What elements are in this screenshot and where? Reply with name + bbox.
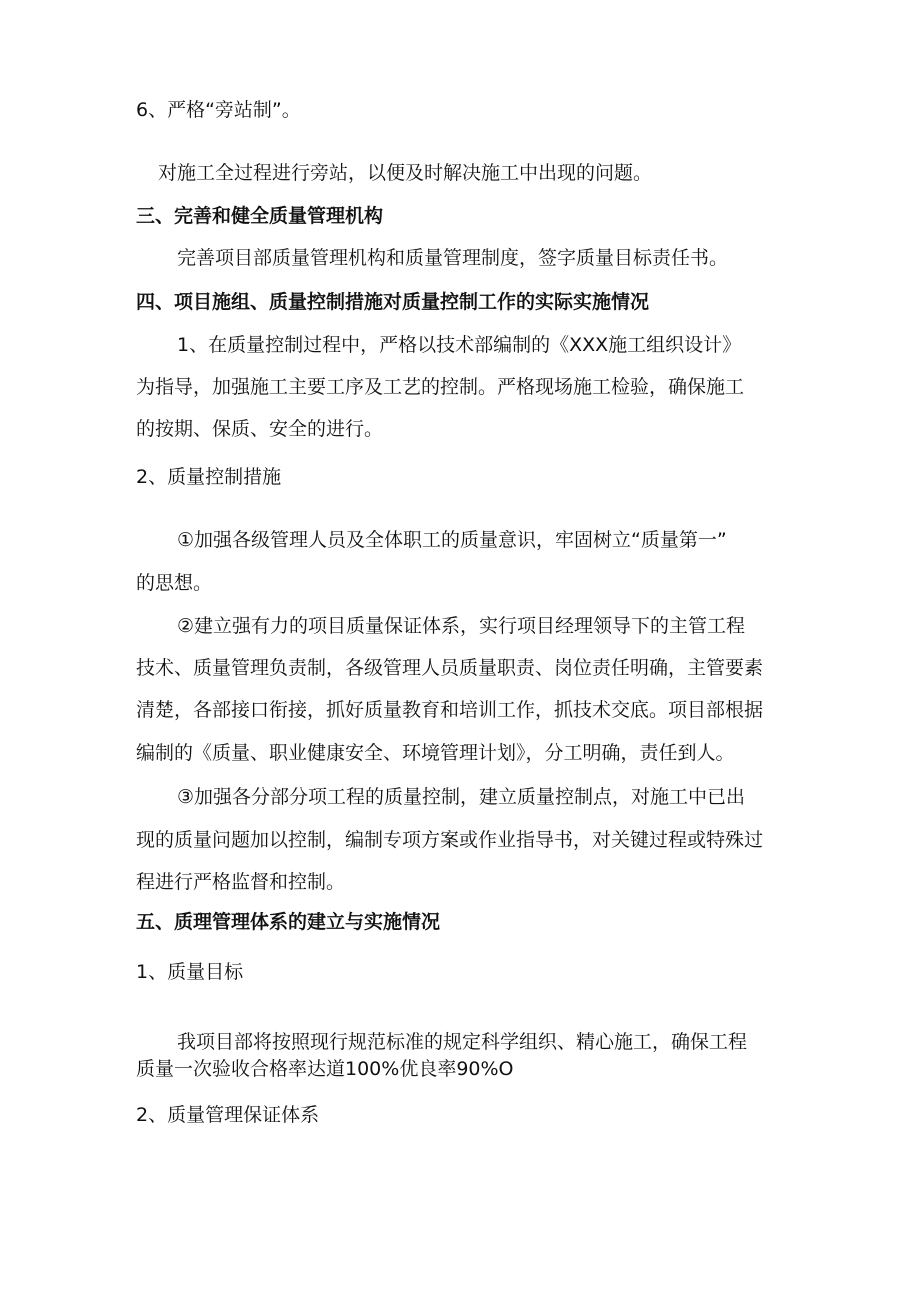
paragraph-text: 编制的《质量、职业健康安全、环境管理计划》，分工明确，责任到人。 bbox=[136, 742, 735, 764]
paragraph-text: 质量一次验收合格率达道100%优良率90%O bbox=[136, 1058, 514, 1080]
paragraph-text: 清楚，各部接口衔接，抓好质量教育和培训工作，抓技术交底。项目部根据 bbox=[136, 699, 764, 721]
section-3-heading: 三、完善和健全质量管理机构 bbox=[136, 205, 384, 227]
paragraph-text: 现的质量问题加以控制，编制专项方案或作业指导书，对关键过程或特殊过 bbox=[136, 829, 764, 851]
item-6-heading: 6、严格“旁站制”。 bbox=[136, 99, 301, 121]
paragraph-text: ①加强各级管理人员及全体职工的质量意识，牢固树立“质量第一” bbox=[177, 529, 727, 551]
subsection-heading: 2、质量控制措施 bbox=[136, 466, 282, 488]
section-4-heading: 四、项目施组、质量控制措施对质量控制工作的实际实施情况 bbox=[136, 291, 650, 313]
paragraph-text: 对施工全过程进行旁站，以便及时解决施工中出现的问题。 bbox=[158, 162, 653, 184]
section-5-heading: 五、质理管理体系的建立与实施情况 bbox=[136, 911, 441, 933]
paragraph-text: 的按期、保质、安全的进行。 bbox=[136, 418, 384, 440]
paragraph-text: ③加强各分部分项工程的质量控制，建立质量控制点，对施工中已出 bbox=[177, 786, 746, 808]
paragraph-text: 我项目部将按照现行规范标准的规定科学组织、精心施工，确保工程 bbox=[177, 1031, 748, 1053]
paragraph-text: 的思想。 bbox=[136, 572, 213, 594]
paragraph-text: 完善项目部质量管理机构和质量管理制度，签字质量目标责任书。 bbox=[177, 247, 729, 269]
paragraph-text: 1、在质量控制过程中，严格以技术部编制的《XXX施工组织设计》 bbox=[177, 334, 742, 356]
subsection-heading: 2、质量管理保证体系 bbox=[136, 1104, 320, 1126]
subsection-heading: 1、质量目标 bbox=[136, 961, 244, 983]
paragraph-text: ②建立强有力的项目质量保证体系，实行项目经理领导下的主管工程 bbox=[177, 615, 746, 637]
paragraph-text: 程进行严格监督和控制。 bbox=[136, 871, 346, 893]
paragraph-text: 技术、质量管理负责制，各级管理人员质量职责、岗位责任明确，主管要素 bbox=[136, 657, 764, 679]
paragraph-text: 为指导，加强施工主要工序及工艺的控制。严格现场施工检验，确保施工 bbox=[136, 376, 745, 398]
